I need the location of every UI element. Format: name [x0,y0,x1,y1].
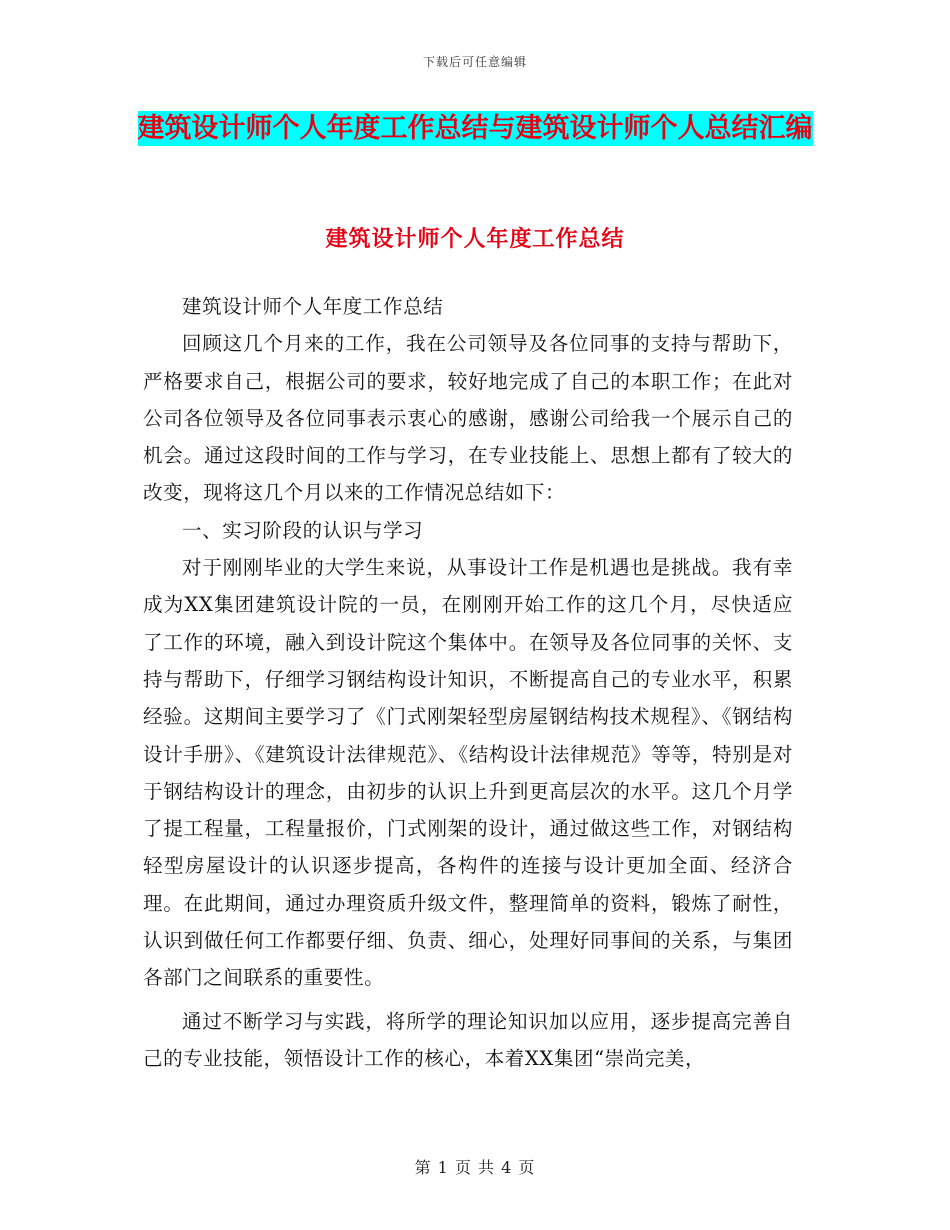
section-title: 建筑设计师个人年度工作总结 [325,227,625,252]
paragraph-heading-1: 一、实习阶段的认识与学习 [182,518,424,542]
paragraph-internship: 对于刚刚毕业的大学生来说，从事设计工作是机遇也是挑战。我有幸成为XX集团建筑设计院的一员，在刚刚开始工作的这几个月，尽快适应了工作的环境，融入到设计院这个集体中。在领导及各位同事的关怀、支持与帮助下，仔细学习钢结构设计知识，不断提高自己的专业水平，积累经验。这期间主要学习了《门式刚架轻型房屋钢结构技术规程》、《钢结构设计手册》、《建筑设计法律规范》、《结构设计法律规范》等等，特别是对于钢结构设计的理念，由初步的认识上升到更高层次的水平。这几个月学了提工程量，工程量报价，门式刚架的设计，通过做这些工作，对钢结构轻型房屋设计的认识逐步提高，各构件的连接与设计更加全面、经济合理。在此期间，通过办理资质升级文件，整理简单的资料，锻炼了耐性，认识到做任何工作都要仔细、负责、细心，处理好同事间的关系，与集团各部门之间联系的重要性。 [143,556,793,990]
document-body [143,288,793,1077]
document-title: 建筑设计师个人年度工作总结与建筑设计师个人总结汇编 [137,113,813,144]
paragraph-subtitle: 建筑设计师个人年度工作总结 [182,295,444,318]
paragraph-intro: 回顾这几个月来的工作，我在公司领导及各位同事的支持与帮助下，严格要求自己，根据公司的要求，较好地完成了自己的本职工作；在此对公司各位领导及各位同事表示衷心的感谢，感谢公司给我一个展示自己的机会。通过这段时间的工作与学习，在专业技能上、思想上都有了较大的改变，现将这几个月以来的工作情况总结如下： [143,332,793,505]
page-header-note: 下载后可任意编辑 [422,55,527,69]
paragraph-practice: 通过不断学习与实践，将所学的理论知识加以应用，逐步提高完善自己的专业技能，领悟设计工作的核心，本着XX集团“崇尚完美， [143,1009,793,1070]
page-footer-indicator: 第 1 页 共 4 页 [414,1158,536,1177]
document-title-block [130,107,820,154]
